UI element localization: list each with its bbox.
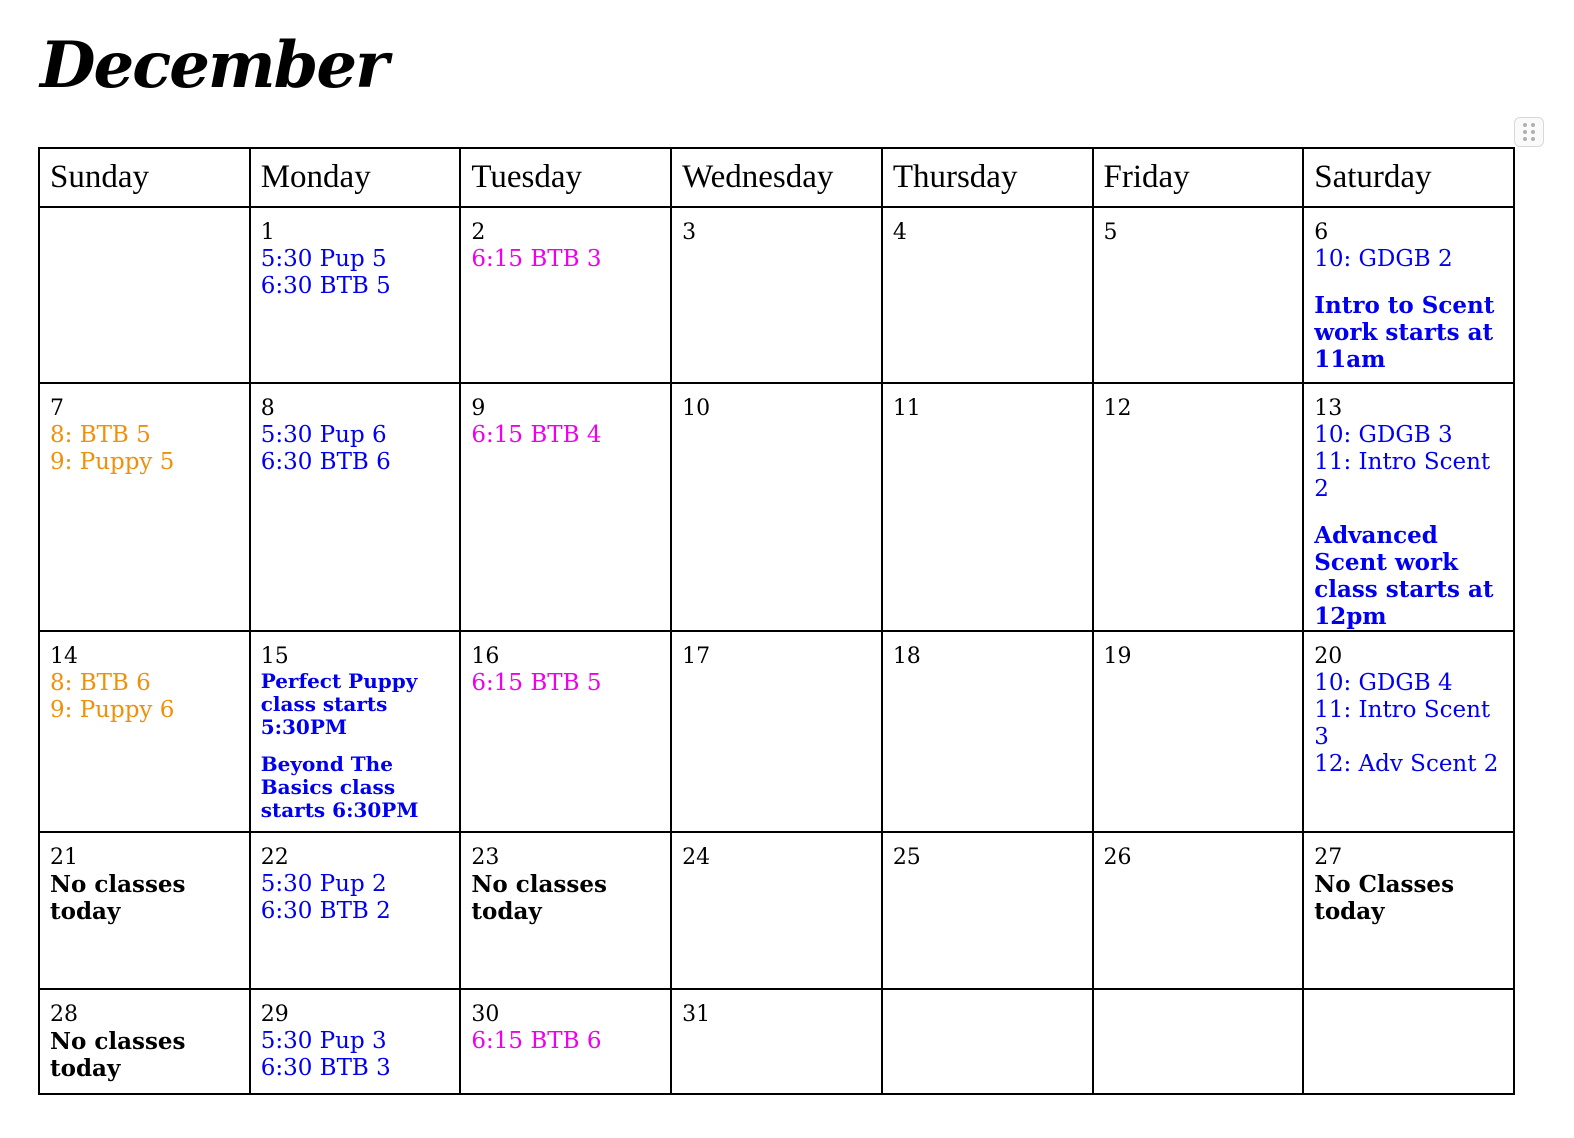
calendar-event: 5:30 Pup 6 [260, 422, 387, 448]
day-number: 20 [1314, 644, 1343, 669]
calendar-event: No classes today [50, 1028, 186, 1082]
day-number: 3 [682, 220, 697, 245]
day-number: 2 [471, 220, 486, 245]
table-drag-handle-icon[interactable] [1514, 117, 1544, 147]
calendar-event: 8: BTB 5 [50, 422, 151, 448]
day-number: 29 [260, 1002, 289, 1027]
weekday-header: Sunday [39, 148, 250, 207]
calendar-event: 9: Puppy 6 [50, 697, 175, 723]
week-row [39, 207, 1514, 383]
day-cell[interactable] [1093, 989, 1304, 1094]
week-row [39, 989, 1514, 1094]
calendar-event: 12: Adv Scent 2 [1314, 751, 1499, 777]
day-cell[interactable] [250, 631, 461, 832]
weekday-header: Friday [1093, 148, 1304, 207]
calendar-event: 11: Intro Scent 2 [1314, 449, 1491, 502]
day-cell[interactable] [671, 832, 882, 989]
day-cell[interactable] [671, 989, 882, 1094]
calendar-event: 6:30 BTB 2 [260, 898, 391, 924]
day-number: 19 [1103, 644, 1132, 669]
day-number: 1 [260, 220, 275, 245]
calendar-event: Beyond The Basics class starts 6:30PM [260, 752, 419, 822]
week-row [39, 631, 1514, 832]
calendar-event: 11: Intro Scent 3 [1314, 697, 1491, 750]
weekday-header: Wednesday [671, 148, 882, 207]
day-cell[interactable] [39, 989, 250, 1094]
calendar-event: 6:30 BTB 5 [260, 273, 391, 299]
day-number: 24 [682, 845, 711, 870]
weekday-header: Tuesday [460, 148, 671, 207]
day-number: 30 [471, 1002, 500, 1027]
day-cell[interactable] [1093, 832, 1304, 989]
day-number: 26 [1103, 845, 1132, 870]
day-number: 21 [50, 845, 78, 870]
day-cell[interactable] [250, 383, 461, 631]
day-cell[interactable] [671, 207, 882, 383]
day-number: 22 [260, 845, 289, 870]
calendar-event: 6:15 BTB 5 [471, 670, 602, 696]
day-cell[interactable] [460, 989, 671, 1094]
calendar-event: 10: GDGB 4 [1314, 670, 1453, 696]
day-cell[interactable] [39, 832, 250, 989]
day-cell[interactable] [671, 383, 882, 631]
day-number: 11 [892, 396, 921, 421]
weekday-header: Thursday [882, 148, 1093, 207]
calendar-title: December [40, 28, 387, 103]
day-cell[interactable] [1303, 383, 1514, 631]
calendar-event: Perfect Puppy class starts 5:30PM [260, 669, 418, 739]
day-cell[interactable] [460, 832, 671, 989]
calendar-event: 6:30 BTB 3 [260, 1055, 391, 1081]
day-cell[interactable] [39, 631, 250, 832]
day-cell[interactable] [671, 631, 882, 832]
day-number: 17 [682, 644, 711, 669]
day-number: 8 [260, 396, 275, 421]
day-cell[interactable] [1303, 631, 1514, 832]
day-cell[interactable] [882, 989, 1093, 1094]
day-cell[interactable] [1303, 989, 1514, 1094]
day-number: 28 [50, 1002, 78, 1027]
calendar-event: 9: Puppy 5 [50, 449, 175, 475]
day-cell[interactable] [1303, 832, 1514, 989]
week-row [39, 383, 1514, 631]
calendar-event: Intro to Scent work starts at 11am [1314, 292, 1495, 373]
calendar-event: 6:15 BTB 4 [471, 422, 602, 448]
day-cell[interactable] [460, 631, 671, 832]
day-cell[interactable] [460, 383, 671, 631]
weekday-header: Saturday [1303, 148, 1514, 207]
calendar-event: 6:30 BTB 6 [260, 449, 391, 475]
day-cell[interactable] [1093, 631, 1304, 832]
day-number: 5 [1103, 220, 1118, 245]
day-cell[interactable] [250, 989, 461, 1094]
day-cell[interactable] [39, 207, 250, 383]
day-cell[interactable] [460, 207, 671, 383]
day-cell[interactable] [250, 207, 461, 383]
day-cell[interactable] [882, 631, 1093, 832]
calendar-event: 6:15 BTB 3 [471, 246, 602, 272]
day-cell[interactable] [882, 207, 1093, 383]
day-cell[interactable] [1303, 207, 1514, 383]
day-number: 27 [1314, 845, 1343, 870]
day-number: 7 [50, 396, 64, 421]
calendar-event: No classes today [471, 871, 607, 925]
weekday-header-row [39, 148, 1514, 207]
day-cell[interactable] [882, 383, 1093, 631]
day-number: 15 [260, 644, 289, 669]
calendar-event: No classes today [50, 871, 186, 925]
day-number: 31 [682, 1002, 711, 1027]
day-number: 23 [471, 845, 500, 870]
day-number: 4 [892, 220, 907, 245]
day-cell[interactable] [39, 383, 250, 631]
day-number: 14 [50, 644, 78, 669]
calendar-event: Advanced Scent work class starts at 12pm [1314, 522, 1494, 630]
day-number: 10 [682, 396, 711, 421]
day-number: 25 [892, 845, 921, 870]
day-cell[interactable] [1093, 383, 1304, 631]
day-cell[interactable] [882, 832, 1093, 989]
calendar-event: 5:30 Pup 2 [260, 871, 387, 897]
day-number: 18 [892, 644, 921, 669]
weekday-header: Monday [250, 148, 461, 207]
calendar-event: 6:15 BTB 6 [471, 1028, 602, 1054]
day-cell[interactable] [1093, 207, 1304, 383]
day-number: 12 [1103, 396, 1132, 421]
calendar-event: No Classes today [1314, 871, 1455, 925]
calendar-table [38, 147, 1515, 1095]
calendar-event: 10: GDGB 3 [1314, 422, 1453, 448]
calendar-event: 10: GDGB 2 [1314, 246, 1453, 272]
calendar-event: 5:30 Pup 3 [260, 1028, 387, 1054]
day-number: 9 [471, 396, 486, 421]
calendar-event: 5:30 Pup 5 [260, 246, 387, 272]
day-cell[interactable] [250, 832, 461, 989]
day-number: 13 [1314, 396, 1343, 421]
week-row [39, 832, 1514, 989]
calendar-event: 8: BTB 6 [50, 670, 151, 696]
day-number: 16 [471, 644, 500, 669]
day-number: 6 [1314, 220, 1329, 245]
